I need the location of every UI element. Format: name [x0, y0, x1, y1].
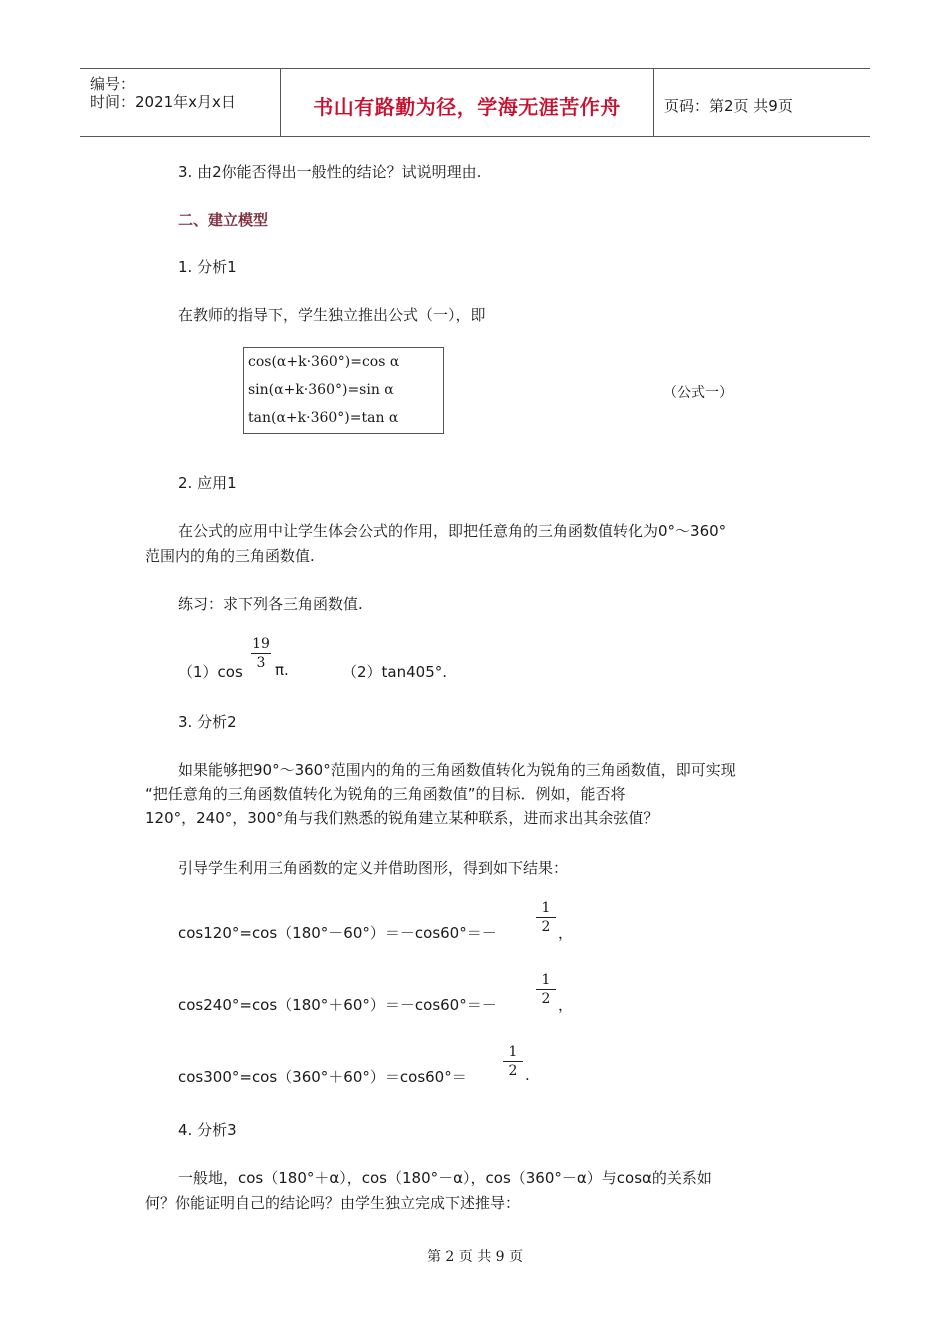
equation-cos120: cos120°=cos（180°－60°）＝－cos60°＝－ [178, 924, 497, 942]
equation-cos120-fraction [536, 900, 556, 935]
fraction-bar [536, 989, 556, 990]
formula-tag: （公式一） [663, 385, 733, 401]
fraction-denominator: 2 [541, 991, 551, 1007]
section-heading-build-model: 二、建立模型 [178, 211, 269, 229]
analysis-3-line1: 一般地，cos（180°＋α），cos（180°－α），cos（360°－α）与cosα的关系如 [178, 1169, 712, 1187]
formula-cos-line: cos(α+k·360°)=cos α [248, 354, 400, 370]
application-1-heading: 2. 应用1 [178, 474, 237, 492]
equation-cos300-end: . [525, 1066, 530, 1084]
equation-cos240-end: ， [558, 996, 574, 1014]
fraction-denominator: 2 [508, 1063, 518, 1079]
header-page-cell [654, 69, 870, 136]
formula-one-box [243, 347, 444, 434]
page-number-label: 页码：第2页 共9页 [664, 97, 793, 115]
fraction-bar [536, 917, 556, 918]
guide-text: 引导学生利用三角函数的定义并借助图形，得到如下结果： [178, 859, 569, 877]
formula-sin-line: sin(α+k·360°)=sin α [248, 382, 394, 398]
application-1-text-line2: 范围内的角的三角函数值. [145, 547, 315, 565]
fraction-denominator: 3 [256, 655, 266, 671]
header-meta-cell [80, 69, 281, 136]
analysis-2-heading: 3. 分析2 [178, 713, 237, 731]
fraction-numerator: 19 [252, 636, 270, 652]
equation-cos240-fraction [536, 972, 556, 1007]
exercise-2: （2）tan405°. [342, 663, 448, 681]
fraction-bar [503, 1061, 523, 1062]
equation-cos300-fraction [503, 1044, 523, 1079]
page-header [80, 68, 870, 137]
practice-instruction: 练习：求下列各三角函数值. [178, 595, 363, 613]
exercise-1-prefix: （1）cos [178, 663, 243, 681]
equation-cos240: cos240°=cos（180°＋60°）＝－cos60°＝－ [178, 996, 497, 1014]
header-motto-cell [281, 69, 654, 136]
equation-cos120-end: ， [558, 924, 574, 942]
question-3: 3. 由2你能否得出一般性的结论？试说明理由. [178, 163, 482, 181]
analysis-2-line2: “把任意角的三角函数值转化为锐角的三角函数值”的目标．例如，能否将 [145, 785, 626, 803]
fraction-bar [251, 653, 271, 654]
number-label: 编号： [90, 75, 136, 93]
application-1-text-line1: 在公式的应用中让学生体会公式的作用，即把任意角的三角函数值转化为0°～360° [178, 522, 727, 540]
analysis-1-text: 在教师的指导下，学生独立推出公式（一），即 [178, 306, 486, 324]
analysis-3-heading: 4. 分析3 [178, 1121, 237, 1139]
exercise-1-suffix: π. [275, 661, 289, 679]
exercise-1-fraction [251, 636, 271, 671]
page-footer: 第 2 页 共 9 页 [426, 1249, 524, 1265]
time-label: 时间：2021年x月x日 [90, 93, 236, 111]
analysis-2-line1: 如果能够把90°～360°范围内的角的三角函数值转化为锐角的三角函数值，即可实现 [178, 761, 736, 779]
analysis-1-heading: 1. 分析1 [178, 258, 237, 276]
motto: 书山有路勤为径，学海无涯苦作舟 [313, 95, 621, 119]
analysis-2-line3: 120°，240°，300°角与我们熟悉的锐角建立某种联系，进而求出其余弦值？ [145, 809, 659, 827]
formula-tan-line: tan(α+k·360°)=tan α [248, 410, 399, 426]
fraction-denominator: 2 [541, 919, 551, 935]
fraction-numerator: 1 [541, 900, 551, 916]
fraction-numerator: 1 [541, 972, 551, 988]
equation-cos300: cos300°=cos（360°＋60°）＝cos60°＝ [178, 1068, 467, 1086]
fraction-numerator: 1 [508, 1044, 518, 1060]
analysis-3-line2: 何？你能证明自己的结论吗？由学生独立完成下述推导： [145, 1194, 521, 1212]
